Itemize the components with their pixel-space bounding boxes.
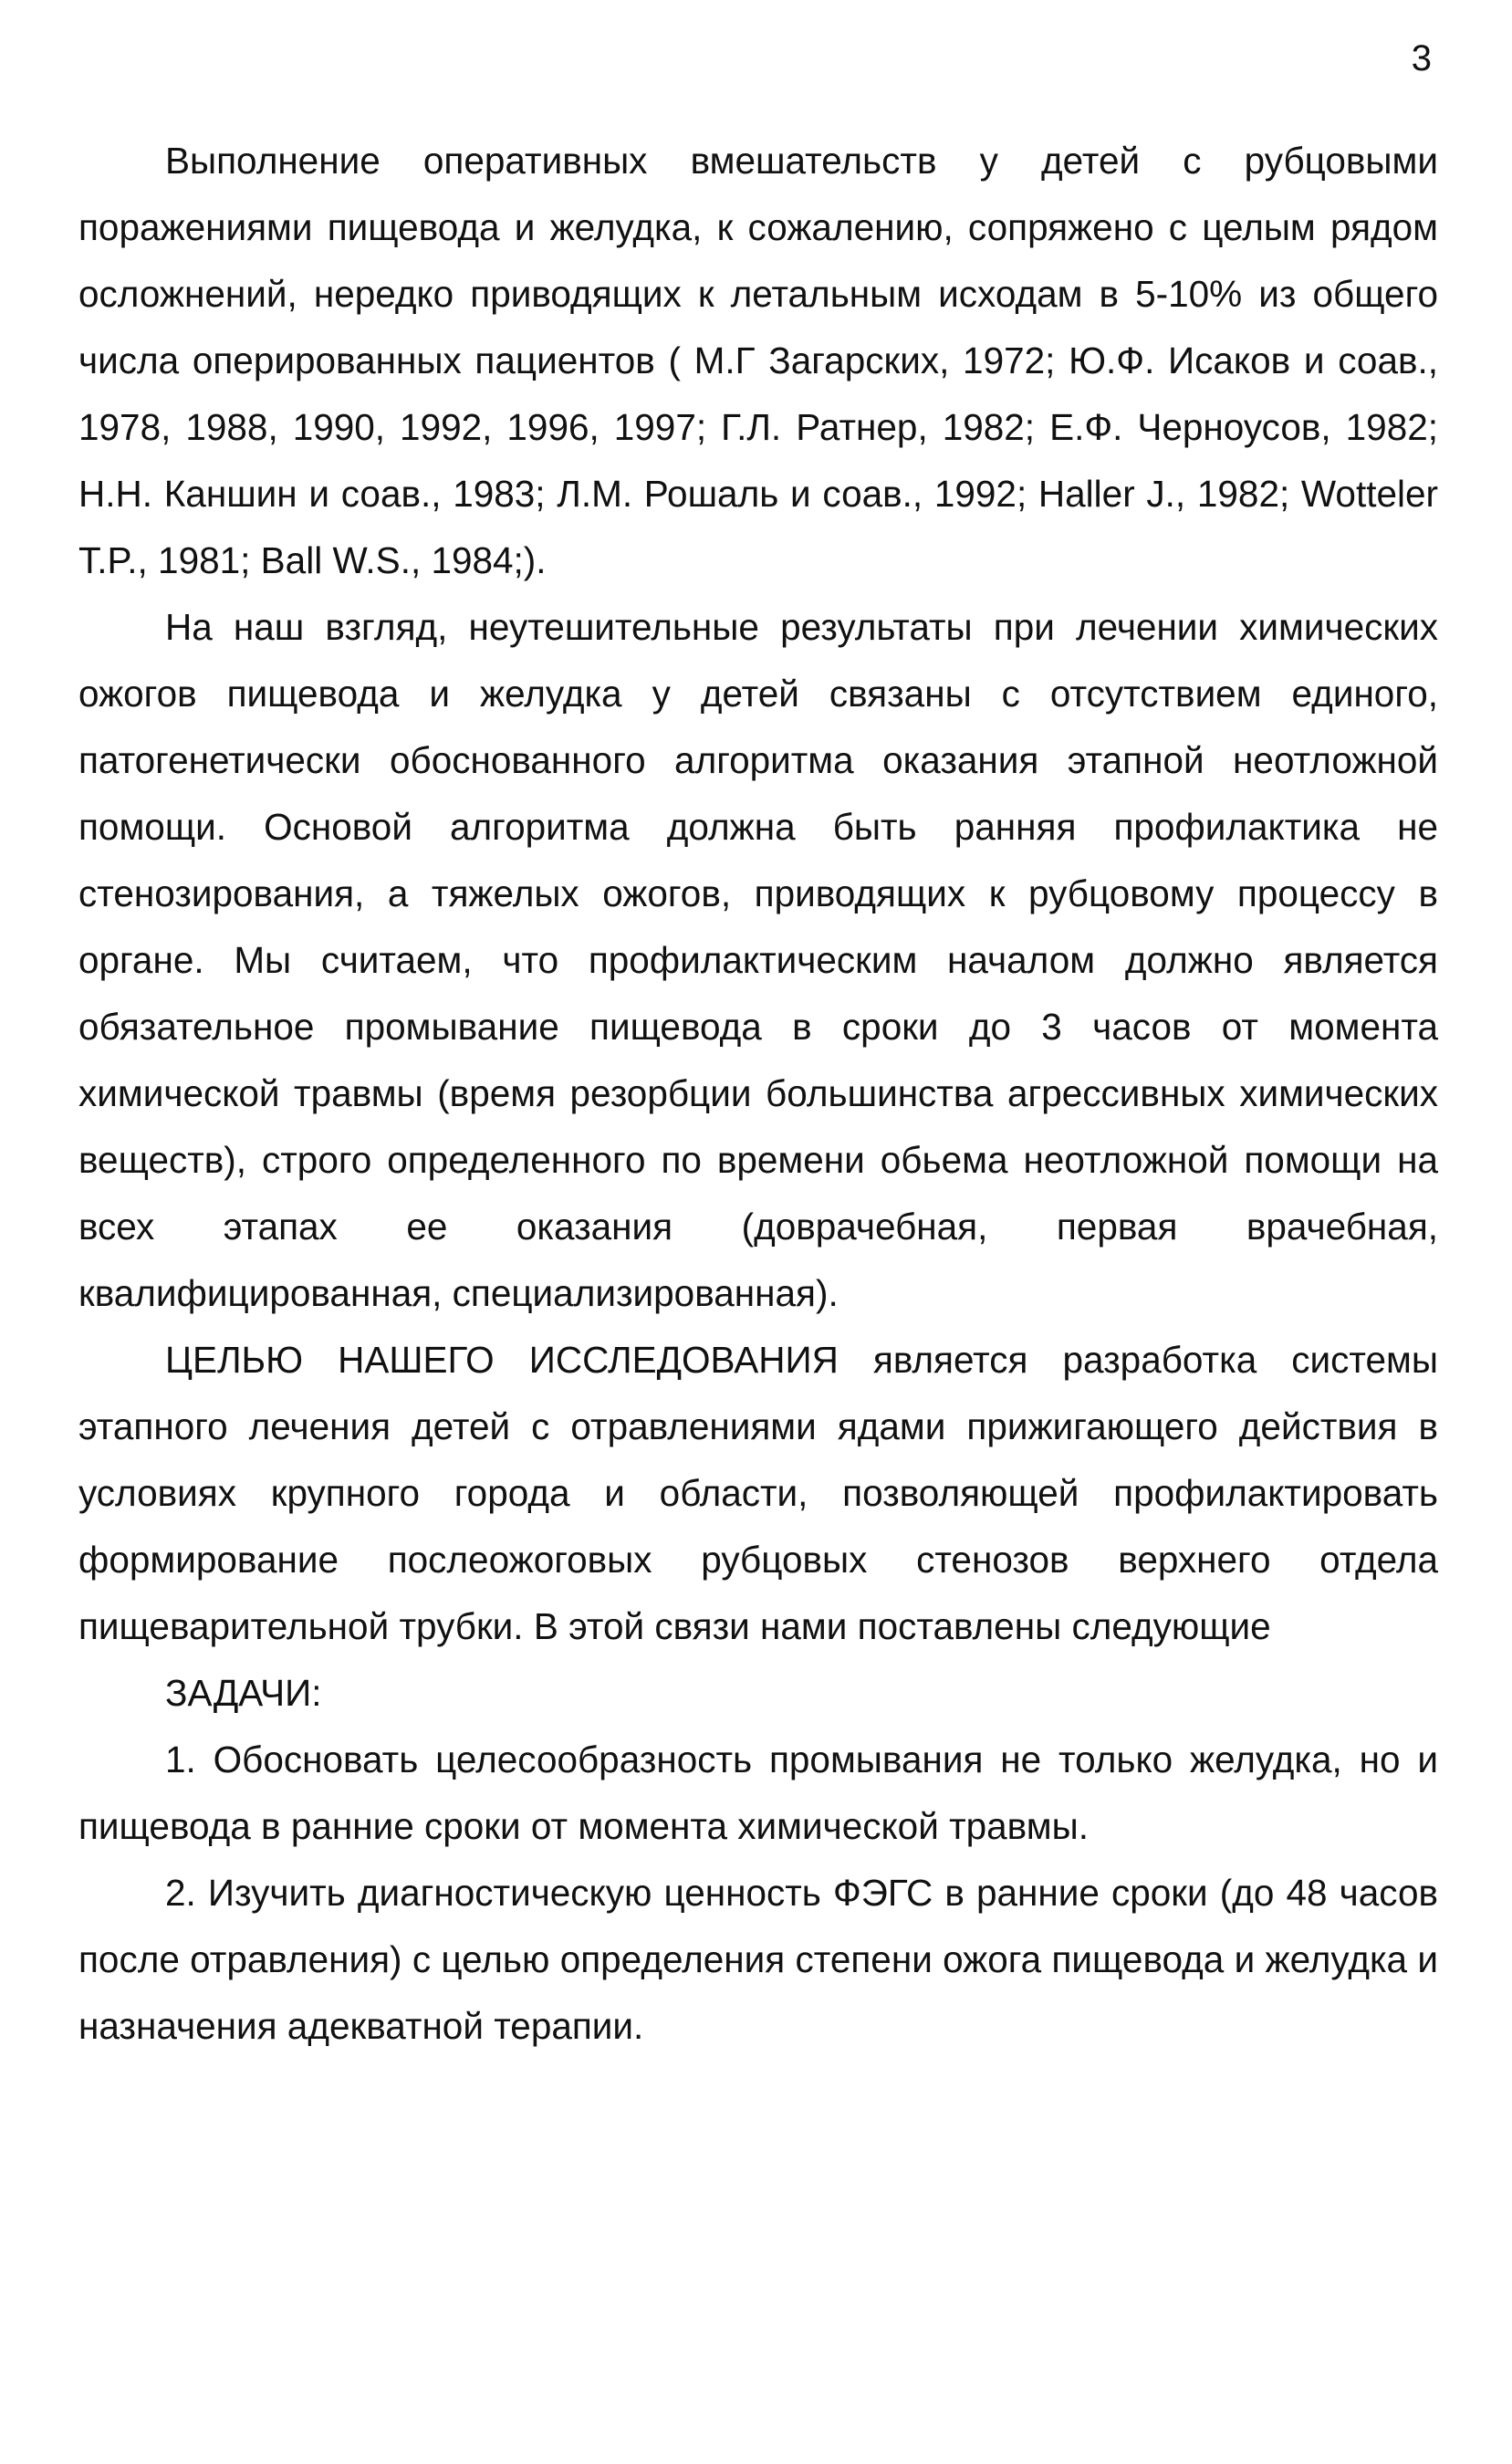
research-goal-lead: ЦЕЛЬЮ НАШЕГО ИССЛЕДОВАНИЯ bbox=[165, 1339, 839, 1381]
task-item-1: 1. Обосновать целесообразность промывания не только желудка, но и пищевода в ранние сроки от момента химической травмы. bbox=[78, 1738, 1438, 1847]
paragraph-complications: Выполнение оперативных вмешательств у детей с рубцовыми поражениями пищевода и желудка, к сожалению, сопряжено с целым рядом осложнений, нередко приводящих к летальным исходам в 5-10% из общего числа оперированных пациентов ( М.Г Загарских, 1972; Ю.Ф. Исаков и соав., 1978, 1988, 1990, 1992, 1996, 1997; Г.Л. Ратнер, 1982; Е.Ф. Черноусов, 1982; Н.Н. Каншин и соав., 1983; Л.М. Рошаль и соав., 1992; Haller J., 1982; Wotteler T.P., 1981; Ball W.S., 1984;). bbox=[78, 140, 1438, 581]
paragraph-opinion: На наш взгляд, неутешительные результаты при лечении химических ожогов пищевода и желудка у детей связаны с отсутствием единого, патогенетически обоснованного алгоритма оказания этапной неотложной помощи. Основой алгоритма должна быть ранняя профилактика не стенозирования, а тяжелых ожогов, приводящих к рубцовому процессу в органе. Мы считаем, что профилактическим началом должно является обязательное промывание пищевода в сроки до 3 часов от момента химической травмы (время резорбции большинства агрессивных химических веществ), строго определенного по времени обьема неотложной помощи на всех этапах ее оказания (доврачебная, первая врачебная, квалифицированная, специализированная). bbox=[78, 606, 1438, 1314]
document-body bbox=[78, 128, 1438, 2060]
task-item-2: 2. Изучить диагностическую ценность ФЭГС в ранние сроки (до 48 часов после отравления) с целью определения степени ожога пищевода и желудка и назначения адекватной терапии. bbox=[78, 1872, 1438, 2047]
page-number: 3 bbox=[1411, 38, 1432, 78]
paragraph-research-goal bbox=[78, 1327, 1438, 1660]
tasks-heading: ЗАДАЧИ: bbox=[165, 1672, 322, 1714]
research-goal-text: является разработка системы этапного лечения детей с отравлениями ядами прижигающего действия в условиях крупного города и области, позволяющей профилактировать формирование послеожоговых рубцовых стенозов верхнего отдела пищеварительной трубки. В этой связи нами поставлены следующие bbox=[78, 1339, 1439, 1647]
